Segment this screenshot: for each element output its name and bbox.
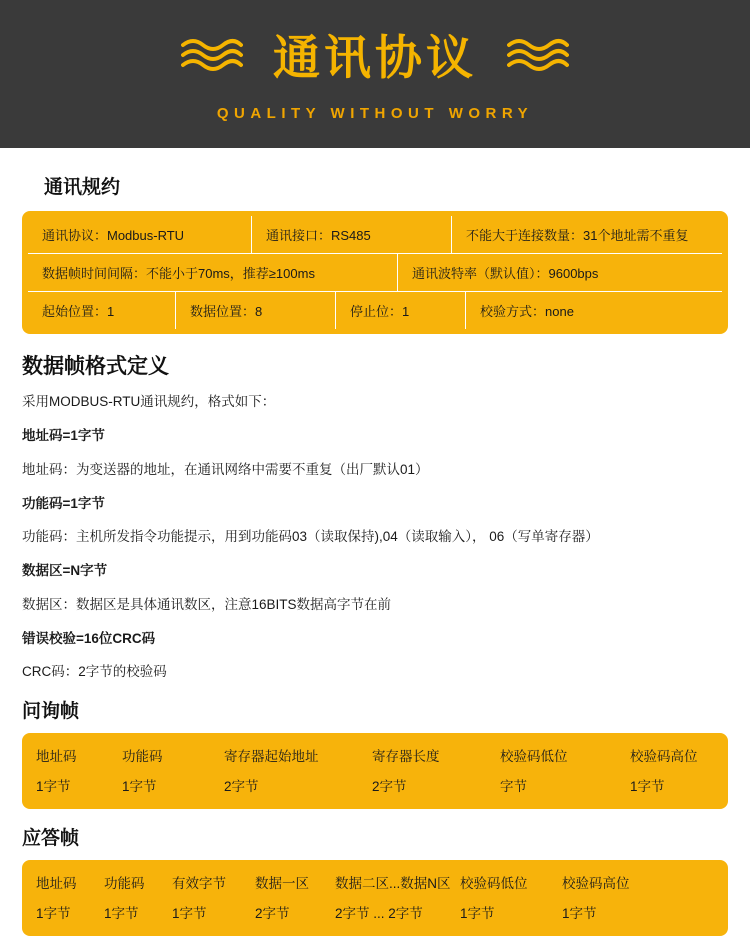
wave-lines-icon bbox=[181, 38, 243, 77]
paragraph-address-code-def: 地址码=1字节 bbox=[22, 428, 105, 444]
paragraph-function-code-desc: 功能码：主机所发指令功能提示，用到功能码03（读取保持),04（读取输入）， 06（写单寄存器） bbox=[22, 529, 599, 544]
page-title: 通讯协议 bbox=[273, 31, 477, 84]
response-value-crc-high: 1字节 bbox=[562, 906, 597, 922]
paragraph-data-area-desc: 数据区：数据区是具体通讯数区，注意16BITS数据高字节在前 bbox=[22, 596, 392, 612]
query-value-crc-low: 字节 bbox=[500, 779, 527, 795]
response-value-crc-low: 1字节 bbox=[460, 906, 495, 922]
section-title-frame-format: 数据帧格式定义 bbox=[22, 355, 169, 378]
query-header-register-length: 寄存器长度 bbox=[372, 749, 440, 765]
query-value-function-code: 1字节 bbox=[122, 779, 157, 795]
response-value-valid-bytes: 1字节 bbox=[172, 906, 207, 922]
response-value-data-area-n: 2字节 ... 2字节 bbox=[335, 906, 423, 922]
paragraph-crc-def: 错误校验=16位CRC码 bbox=[22, 630, 156, 646]
query-value-crc-high: 1字节 bbox=[630, 779, 665, 795]
response-header-data-area-1: 数据一区 bbox=[255, 876, 309, 892]
query-header-crc-low: 校验码低位 bbox=[500, 749, 568, 765]
query-header-register-start: 寄存器起始地址 bbox=[224, 749, 319, 765]
response-value-function-code: 1字节 bbox=[104, 906, 139, 922]
section-title-query-frame: 问询帧 bbox=[22, 701, 80, 723]
spec-cell-stop-bit: 停止位：1 bbox=[336, 292, 466, 329]
paragraph-intro: 采用MODBUS-RTU通讯规约，格式如下： bbox=[22, 394, 276, 409]
query-frame-table bbox=[22, 733, 728, 809]
paragraph-address-code-desc: 地址码：为变送器的地址，在通讯网络中需要不重复（出厂默认01） bbox=[22, 461, 429, 477]
spec-cell-connection-count: 不能大于连接数量：31个地址需不重复 bbox=[466, 228, 689, 243]
page-subtitle: QUALITY WITHOUT WORRY bbox=[216, 104, 534, 122]
response-header-crc-low: 校验码低位 bbox=[460, 876, 528, 892]
response-value-data-area-1: 2字节 bbox=[255, 906, 290, 922]
response-header-data-area-n: 数据二区...数据N区 bbox=[335, 876, 451, 892]
query-header-function-code: 功能码 bbox=[122, 749, 163, 765]
paragraph-function-code-def: 功能码=1字节 bbox=[22, 495, 105, 511]
table-row bbox=[22, 775, 728, 795]
spec-cell-data-bit: 数据位置：8 bbox=[176, 292, 336, 329]
spec-cell-interface: 通讯接口：RS485 bbox=[252, 216, 452, 253]
spec-cell-protocol: 通讯协议：Modbus-RTU bbox=[28, 216, 252, 253]
protocol-spec-table bbox=[22, 211, 728, 334]
table-header-row bbox=[22, 872, 728, 892]
spec-cell-baudrate: 通讯波特率（默认值）：9600bps bbox=[412, 266, 599, 281]
page-banner bbox=[0, 0, 750, 148]
frame-format-paragraphs bbox=[22, 392, 728, 682]
paragraph-data-area-def: 数据区=N字节 bbox=[22, 563, 108, 579]
section-title-protocol: 通讯规约 bbox=[44, 177, 121, 198]
paragraph-crc-desc: CRC码：2字节的校验码 bbox=[22, 664, 167, 679]
table-row bbox=[28, 292, 722, 329]
table-row bbox=[28, 254, 722, 292]
section-title-response-frame: 应答帧 bbox=[22, 828, 80, 850]
query-header-address-code: 地址码 bbox=[36, 749, 77, 765]
query-value-address-code: 1字节 bbox=[36, 779, 71, 795]
response-header-crc-high: 校验码高位 bbox=[562, 876, 630, 892]
query-value-register-start: 2字节 bbox=[224, 779, 259, 795]
spec-cell-parity: 校验方式：none bbox=[480, 304, 574, 319]
response-header-valid-bytes: 有效字节 bbox=[172, 876, 226, 892]
query-value-register-length: 2字节 bbox=[372, 779, 407, 795]
response-header-function-code: 功能码 bbox=[104, 876, 145, 892]
response-header-address-code: 地址码 bbox=[36, 876, 77, 892]
wave-lines-icon bbox=[507, 38, 569, 77]
spec-cell-start-bit: 起始位置：1 bbox=[28, 292, 176, 329]
table-header-row bbox=[22, 745, 728, 765]
document-content bbox=[0, 148, 750, 936]
banner-title-row bbox=[181, 27, 569, 89]
table-row bbox=[22, 902, 728, 922]
response-value-address-code: 1字节 bbox=[36, 906, 71, 922]
table-row bbox=[28, 216, 722, 254]
spec-cell-frame-interval: 数据帧时间间隔：不能小于70ms，推荐≥100ms bbox=[28, 254, 398, 291]
query-header-crc-high: 校验码高位 bbox=[630, 749, 698, 765]
